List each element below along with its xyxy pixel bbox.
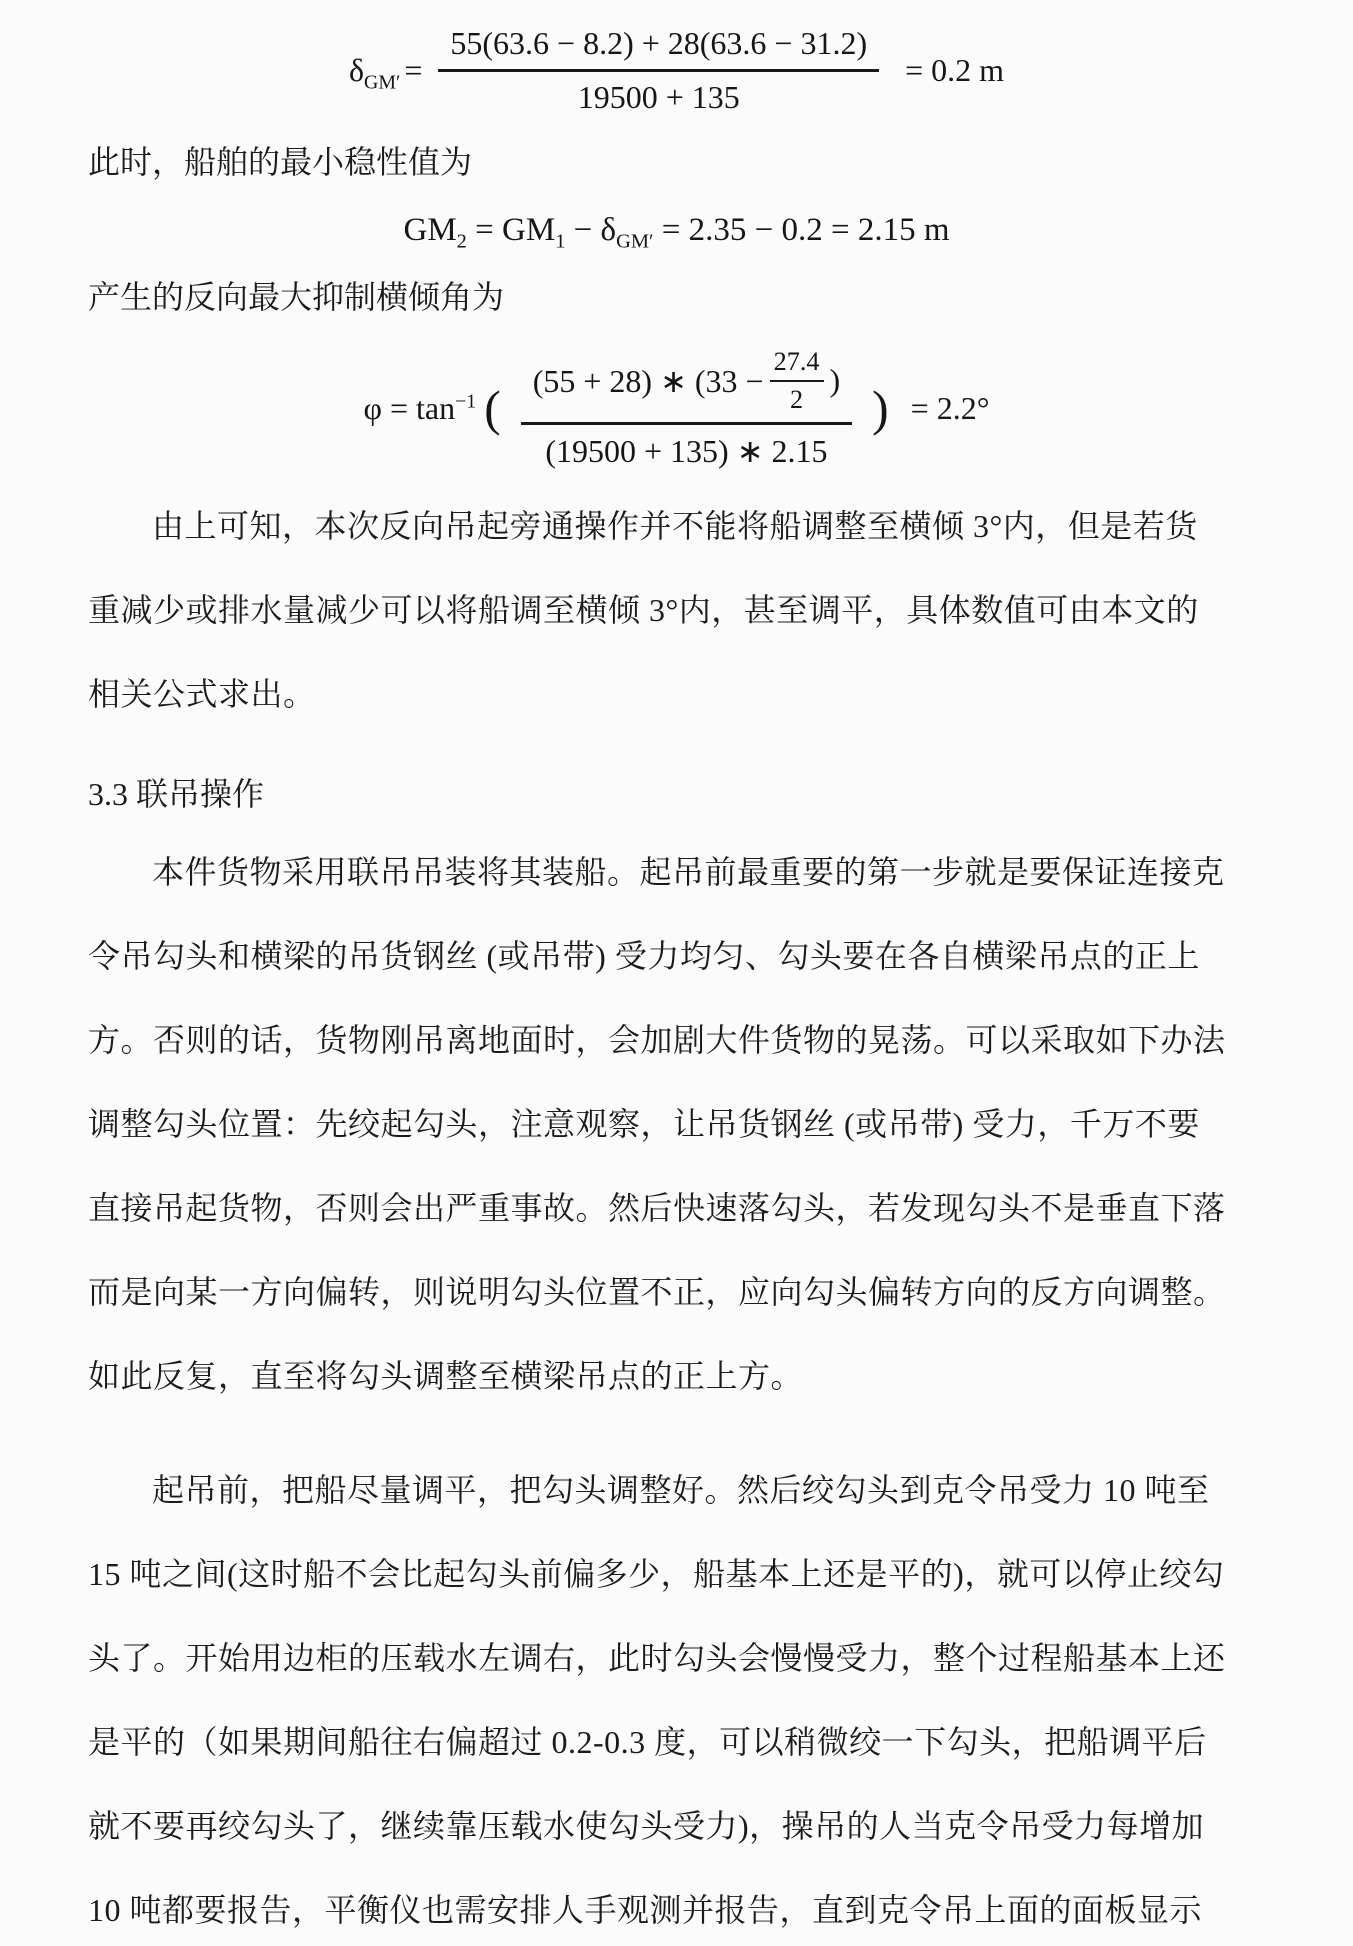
section-heading-3-3: 3.3 联吊操作 <box>88 776 265 812</box>
fraction <box>521 347 852 470</box>
paragraph-lifting-procedure <box>88 1448 1265 1946</box>
formula-result: = 0.2 m <box>905 51 1005 88</box>
text-line: 就不要再绞勾头了，继续靠压载水使勾头受力)，操吊的人当克令吊受力每增加 <box>88 1808 1205 1844</box>
fraction <box>438 25 879 116</box>
text-line: 方。否则的话，货物刚吊离地面时，会加剧大件货物的晃荡。可以采取如下办法 <box>88 1022 1226 1058</box>
text-line: 如此反复，直至将勾头调整至横梁吊点的正上方。 <box>88 1358 804 1394</box>
text-line: 是平的（如果期间船往右偏超过 0.2-0.3 度，可以稍微绞一下勾头，把船调平后 <box>88 1724 1207 1760</box>
fraction-denominator: (19500 + 135) ∗ 2.15 <box>545 432 828 469</box>
text-line: 相关公式求出。 <box>88 676 316 712</box>
text-line: 15 吨之间(这时船不会比起勾头前偏多少，船基本上还是平的)，就可以停止绞勾 <box>88 1556 1225 1592</box>
fraction-denominator: 19500 + 135 <box>577 78 740 115</box>
text-line: 产生的反向最大抑制横倾角为 <box>88 279 505 315</box>
text-line: 此时，船舶的最小稳性值为 <box>88 144 473 180</box>
formula-phi-lhs: $\varphi = \tan^{-1}$ <box>363 389 477 426</box>
close-paren: ) <box>872 380 889 436</box>
inner-fraction: $\frac{27.4}{2}$ <box>770 347 824 415</box>
formula-result: = 2.2° <box>910 389 990 426</box>
text-line: 调整勾头位置：先绞起勾头，注意观察，让吊货钢丝 (或吊带) 受力，千万不要 <box>88 1106 1200 1142</box>
paragraph-conclusion <box>88 484 1265 736</box>
text-line: 而是向某一方向偏转，则说明勾头位置不正，应向勾头偏转方向的反方向调整。 <box>88 1274 1226 1310</box>
paragraph-hook-adjustment <box>88 830 1265 1418</box>
text-line: 令吊勾头和横梁的吊货钢丝 (或吊带) 受力均匀、勾头要在各自横梁吊点的正上 <box>88 938 1200 974</box>
formula-gm2 <box>88 198 1265 262</box>
open-paren: ( <box>484 380 501 436</box>
formula-delta-gm <box>88 14 1265 126</box>
text-line: 头了。开始用边柜的压载水左调右，此时勾头会慢慢受力，整个过程船基本上还 <box>88 1640 1226 1676</box>
text-line: 直接吊起货物，否则会出严重事故。然后快速落勾头，若发现勾头不是垂直下落 <box>88 1190 1226 1226</box>
text-line: 重减少或排水量减少可以将船调至横倾 3°内，甚至调平，具体数值可由本文的 <box>88 592 1199 628</box>
text-line: 10 吨都要报告，平衡仪也需安排人手观测并报告，直到克令吊上面的面板显示 <box>88 1892 1203 1928</box>
fraction-numerator: 55(63.6 − 8.2) + 28(63.6 − 31.2) <box>438 25 879 72</box>
formula-phi <box>88 332 1265 484</box>
equals-sign: = <box>404 51 423 88</box>
formula-delta-lhs: $\delta_{GM'}$ <box>348 51 401 93</box>
text-line: 本件货物采用联吊吊装将其装船。起吊前最重要的第一步就是要保证连接克 <box>152 854 1225 890</box>
formula-gm2-expression: $GM_2 = GM_1 - \delta_{GM'} = 2.35 - 0.2 = 2.15$ m <box>403 211 950 253</box>
text-line: 由上可知，本次反向吊起旁通操作并不能将船调整至横倾 3°内，但是若货 <box>152 508 1198 544</box>
fraction-numerator: (55 + 28) ∗ (33 − $\frac{27.4}{2}$ ) <box>521 347 852 425</box>
text-line: 起吊前，把船尽量调平，把勾头调整好。然后绞勾头到克令吊受力 10 吨至 <box>152 1472 1210 1508</box>
